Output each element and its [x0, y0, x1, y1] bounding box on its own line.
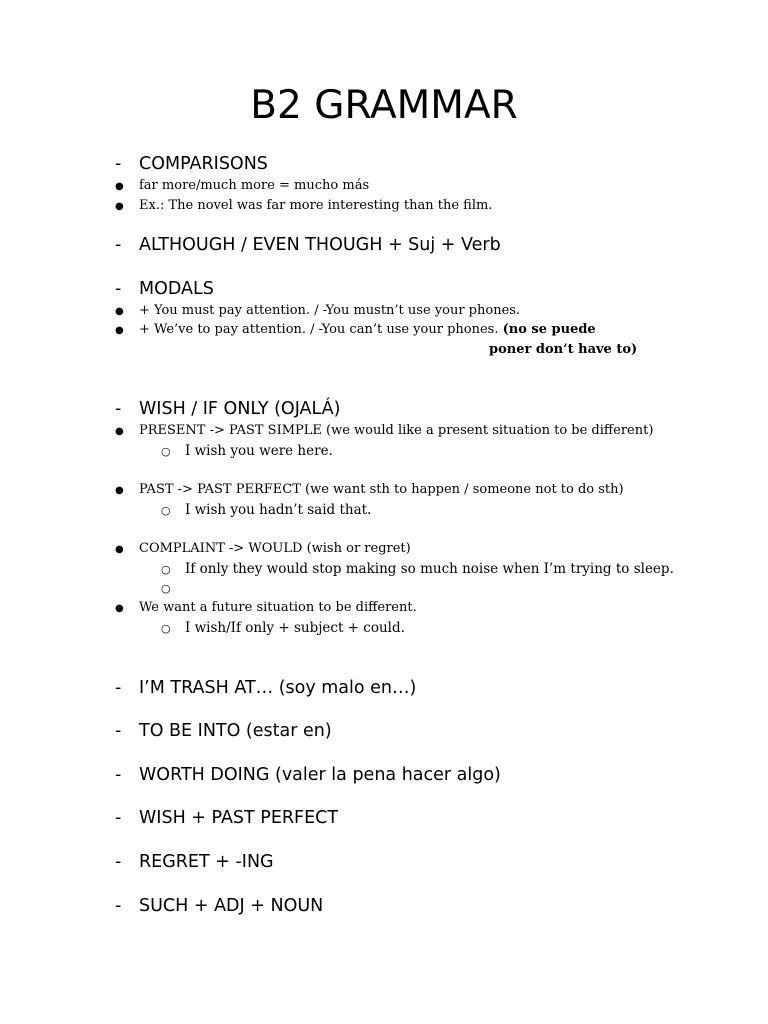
bullet-icon: ● [115, 544, 124, 555]
section-heading-trash [115, 676, 416, 700]
sub-list-item-text: I wish you were here. [185, 443, 333, 459]
heading-text: SUCH + ADJ + NOUN [139, 896, 324, 916]
list-item [115, 598, 417, 618]
modals-note: (no se puede [502, 322, 596, 337]
dash-marker: - [115, 678, 122, 698]
page-title: B2 GRAMMAR [250, 83, 518, 128]
bullet-icon: ● [115, 201, 124, 212]
list-item-text: PRESENT -> PAST SIMPLE (we would like a present situation to be different) [139, 423, 654, 438]
sub-list-item [161, 559, 674, 579]
circle-bullet-icon: ○ [161, 563, 171, 576]
list-item [115, 176, 369, 196]
circle-bullet-icon: ○ [161, 504, 171, 517]
heading-text: WISH + PAST PERFECT [139, 808, 339, 828]
dash-marker: - [115, 399, 122, 419]
circle-bullet-icon: ○ [161, 445, 171, 458]
list-item-text: + You must pay attention. / -You mustn’t use your phones. [139, 303, 521, 318]
list-item [115, 320, 596, 340]
sub-list-item [161, 441, 333, 461]
circle-bullet-icon: ○ [161, 582, 171, 595]
heading-text: COMPARISONS [139, 154, 268, 174]
section-heading-wish-past-perfect [115, 806, 338, 830]
list-item [115, 196, 492, 216]
bullet-icon: ● [115, 325, 124, 336]
list-item-text: We want a future situation to be different. [139, 600, 417, 615]
bullet-icon: ● [115, 603, 124, 614]
dash-marker: - [115, 896, 122, 916]
list-item [115, 539, 411, 559]
bullet-icon: ● [115, 181, 124, 192]
section-heading-such [115, 894, 323, 918]
heading-text: MODALS [139, 279, 214, 299]
dash-marker: - [115, 279, 122, 299]
sub-list-item-text: I wish you hadn’t said that. [185, 502, 372, 518]
dash-marker: - [115, 765, 122, 785]
section-heading-regret [115, 850, 274, 874]
list-item-text: far more/much more = mucho más [139, 178, 370, 193]
bullet-icon: ● [115, 485, 124, 496]
list-item [115, 421, 653, 441]
sub-list-item [161, 618, 405, 638]
section-heading-modals [115, 277, 214, 301]
heading-text: WISH / IF ONLY (OJALÁ) [139, 399, 341, 419]
section-heading-worth [115, 763, 501, 787]
dash-marker: - [115, 852, 122, 872]
bullet-icon: ● [115, 306, 124, 317]
section-heading-into [115, 719, 332, 743]
section-heading-although [115, 233, 501, 257]
heading-text: REGRET + -ING [139, 852, 274, 872]
section-heading-comparisons [115, 152, 268, 176]
sub-list-item-text: If only they would stop making so much noise when I’m trying to sleep. [185, 561, 674, 577]
dash-marker: - [115, 721, 122, 741]
dash-marker: - [115, 154, 122, 174]
list-item-text: COMPLAINT -> WOULD (wish or regret) [139, 541, 411, 556]
list-item-text: + We’ve to pay attention. / -You can’t use your phones. [139, 322, 499, 337]
list-item [115, 480, 624, 500]
heading-text: ALTHOUGH / EVEN THOUGH + Suj + Verb [139, 235, 501, 255]
list-item-text: Ex.: The novel was far more interesting than the film. [139, 198, 493, 213]
dash-marker: - [115, 235, 122, 255]
section-heading-wish [115, 397, 340, 421]
sub-list-item-text: I wish/If only + subject + could. [185, 620, 405, 636]
heading-text: TO BE INTO (estar en) [139, 721, 332, 741]
heading-text: I’M TRASH AT… (soy malo en…) [139, 678, 417, 698]
circle-bullet-icon: ○ [161, 622, 171, 635]
sub-list-item [161, 500, 371, 520]
dash-marker: - [115, 808, 122, 828]
bullet-icon: ● [115, 426, 124, 437]
list-item-text: PAST -> PAST PERFECT (we want sth to happen / someone not to do sth) [139, 482, 624, 497]
sub-list-item-empty [161, 578, 185, 598]
modals-note-continued: poner don’t have to) [489, 342, 638, 357]
heading-text: WORTH DOING (valer la pena hacer algo) [139, 765, 501, 785]
list-item [115, 301, 520, 321]
